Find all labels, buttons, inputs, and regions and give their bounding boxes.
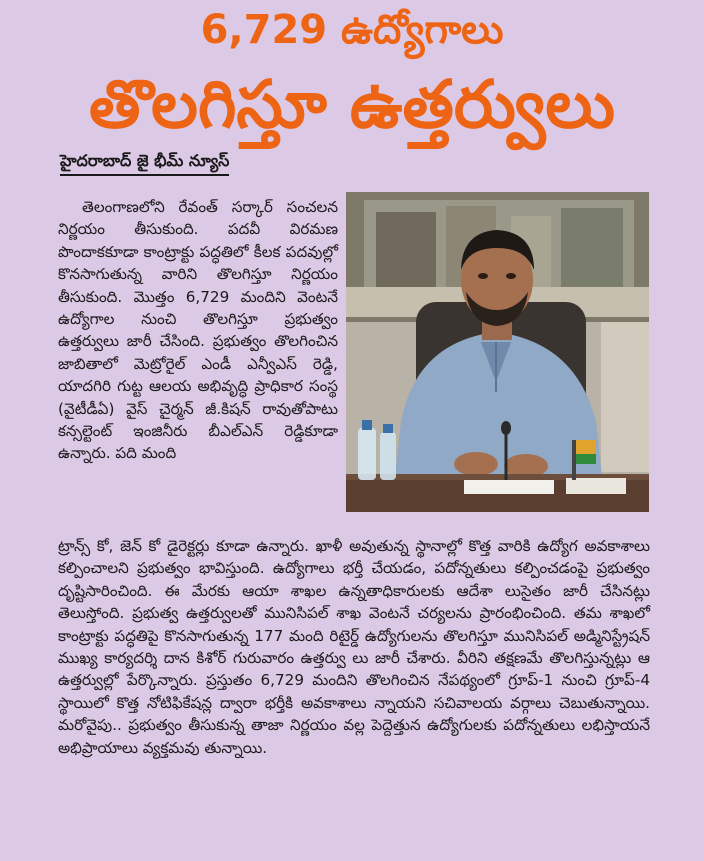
headline-line-2: తొలగిస్తూ ఉత్తర్వులు [89,66,615,143]
article-photo [346,192,649,512]
byline: హైదరాబాద్ జై భీమ్ న్యూస్ [60,150,229,176]
article-paragraph-continued: ట్రాన్స్ కో, జెన్ కో డైరెక్టర్లు కూడా ఉన్నారు. ఖాళీ అవుతున్న స్థానాల్లో కొత్త వారికి ఉద్యోగ అవకాశాలు కల్పించాలని ప్రభుత్వం భావిస్తుంది. ఉద్యోగాలు భర్తీ చేయడం, పదోన్నతులు కల్పించడంపై ప్రభుత్వం దృష్టిసారించింది. ఈ మేరకు ఆయా శాఖల ఉన్నతాధికారులకు ఆదేశా లుసైతం జారీ చేసినట్లు తెలుస్తోంది. ప్రభుత్వ ఉత్తర్వులతో మునిసిపల్ శాఖ వెంటనే చర్యలను ప్రారంభించింది. తమ శాఖలో కాంట్రాక్టు పద్ధతిపై కొనసాగుతున్న 177 మంది రిటైర్డ్ ఉద్యోగులను తొలగిస్తూ మునిసిపల్ అడ్మినిస్ట్రేషన్ ముఖ్య కార్యదర్శి దాన కిశోర్ గురువారం ఉత్తర్వు లు జారీ చేశారు. వీరిని తక్షణమే తొలగిస్తున్నట్లు ఆ ఉత్తర్వుల్లో పేర్కొన్నారు. ప్రస్తుతం 6,729 మందిని తొలగించిన నేపథ్యంలో గ్రూప్-1 నుంచి గ్రూప్-4 స్థాయిలో కొత్త నోటిఫికేషన్ల ద్వారా భర్తీకి అవకాశాలు న్నాయని సచివాలయ వర్గాలు చెబుతున్నాయి. మరోవైపు.. ప్రభుత్వం తీసుకున్న తాజా నిర్ణయం వల్ల పెద్దెత్తున ఉద్యోగులకు పదోన్నతులు లభిస్తాయనే అభిప్రాయాలు వ్యక్తమవు తున్నాయి. [58,537,650,757]
article-column [58,196,338,465]
headline-line-1: 6,729 ఉద్యోగాలు [200,7,504,53]
article-full-width [58,535,650,759]
photo-of-official-icon [346,192,649,512]
article-paragraph-intro: తెలంగాణలోని రేవంత్ సర్కార్ సంచలన నిర్ణయం తీసుకుంది. పదవీ విరమణ పొందాకకూడా కాంట్రాక్టు పద్ధతిలో కీలక పదవుల్లో కొనసాగుతున్న వారిని తొలగిస్తూ నిర్ణయం తీసుకుంది. మొత్తం 6,729 మందిని వెంటనే ఉద్యోగాల నుంచి తొలగిస్తూ ప్రభుత్వం ఉత్తర్వులు జారీ చేసింది. ప్రభుత్వం తొలగించిన జాబితాలో మెట్రోరైల్ ఎండీ ఎన్వీఎస్ రెడ్డి, యాదగిరి గుట్ట ఆలయ అభివృద్ధి ప్రాధికార సంస్థ (వైటీడీఏ) వైస్ చైర్మన్ జీ.కిషన్ రావుతోపాటు కన్సల్టెంట్ ఇంజినీరు బీఎల్ఎన్ రెడ్డికూడా ఉన్నారు. పది మంది [58,198,338,463]
